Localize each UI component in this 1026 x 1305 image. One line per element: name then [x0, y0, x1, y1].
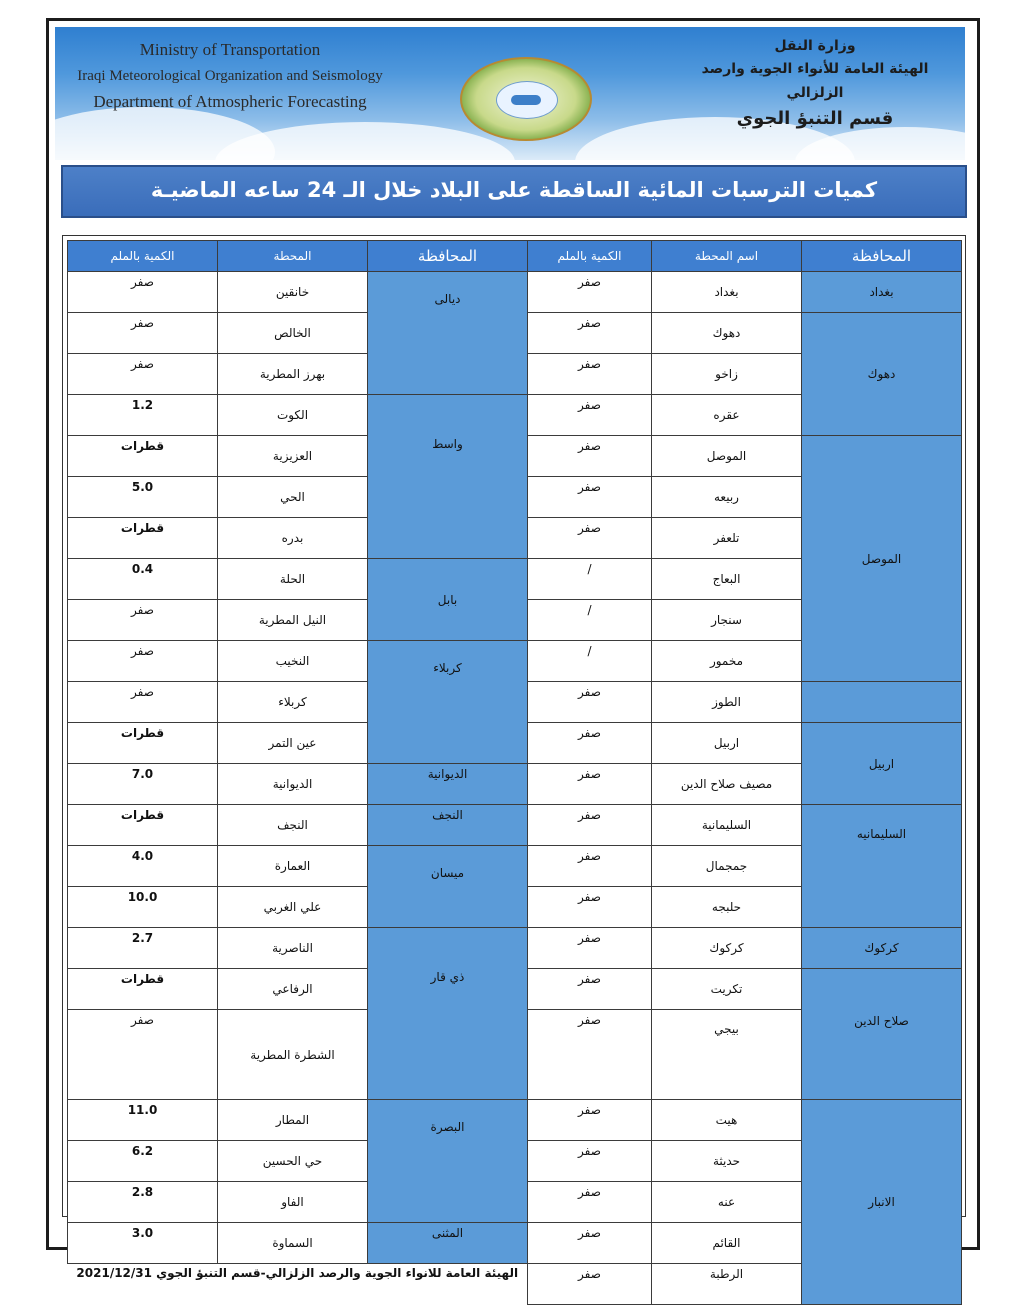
governorate-cell-salahuddin: صلاح الدين [802, 969, 962, 1100]
governorate-label: البصرة [430, 1120, 465, 1134]
table-row [68, 1100, 962, 1141]
header-banner [55, 27, 965, 160]
governorate-cell-dhi-qar [368, 928, 528, 1100]
left-station-header: المحطة [218, 241, 368, 272]
precipitation-table-wrapper [62, 235, 966, 1281]
station-cell: جمجمال [652, 846, 802, 887]
station-cell: كربلاء [218, 682, 368, 723]
amount-cell: صفر [68, 272, 218, 313]
station-cell: عقره [652, 395, 802, 436]
amount-cell: صفر [528, 682, 652, 723]
amount-value: صفر [578, 1013, 601, 1027]
governorate-label: كربلاء [433, 661, 462, 675]
station-cell: الموصل [652, 436, 802, 477]
station-cell: عنه [652, 1182, 802, 1223]
table-row [68, 805, 962, 846]
station-cell: النيل المطرية [218, 600, 368, 641]
station-cell: السليمانية [652, 805, 802, 846]
amount-cell: / [528, 559, 652, 600]
governorate-label: بابل [437, 592, 458, 607]
amount-cell: صفر [68, 313, 218, 354]
station-cell: النخيب [218, 641, 368, 682]
department-name-en: Department of Atmospheric Forecasting [93, 92, 367, 111]
governorate-cell-basra [368, 1100, 528, 1223]
station-cell: علي الغربي [218, 887, 368, 928]
governorate-cell-wasit [368, 395, 528, 559]
station-cell: الخالص [218, 313, 368, 354]
table-row [68, 928, 962, 969]
governorate-cell-maysan [368, 846, 528, 928]
right-amount-header: الكمية بالملم [528, 241, 652, 272]
right-governorate-header: المحافظة [802, 241, 962, 272]
station-cell: الحلة [218, 559, 368, 600]
department-name-ar: قسم التنبؤ الجوي [736, 108, 894, 129]
amount-cell [528, 1010, 652, 1100]
amount-cell: قطرات [68, 969, 218, 1010]
header-arabic [680, 35, 950, 133]
governorate-cell-diwaniyah: الديوانية [368, 764, 528, 805]
governorate-cell-sulaymaniyah: السليمانيه [802, 805, 962, 928]
page-title [61, 165, 967, 218]
amount-cell: / [528, 641, 652, 682]
amount-cell: قطرات [68, 723, 218, 764]
station-cell: تلعفر [652, 518, 802, 559]
amount-cell: صفر [68, 1010, 218, 1100]
station-cell: خانقين [218, 272, 368, 313]
governorate-label: واسط [432, 437, 463, 451]
governorate-cell-erbil: اربيل [802, 723, 962, 805]
amount-cell: صفر [528, 313, 652, 354]
governorate-cell-babylon [368, 559, 528, 641]
header-english [65, 37, 395, 115]
station-cell: المطار [218, 1100, 368, 1141]
page-title-text: كميات الترسبات المائية الساقطة على البلاد خلال الـ 24 ساعه الماضيـة [150, 178, 878, 202]
amount-cell: صفر [528, 272, 652, 313]
station-cell: مخمور [652, 641, 802, 682]
station-cell: دهوك [652, 313, 802, 354]
amount-cell: 2.8 [68, 1182, 218, 1223]
station-cell: اربيل [652, 723, 802, 764]
station-cell: الطوز [652, 682, 802, 723]
governorate-cell-baghdad: بغداد [802, 272, 962, 313]
amount-cell: 3.0 [68, 1223, 218, 1264]
amount-cell: صفر [528, 805, 652, 846]
amount-cell: صفر [528, 723, 652, 764]
station-cell: مصيف صلاح الدين [652, 764, 802, 805]
amount-cell: 0.4 [68, 559, 218, 600]
amount-cell: صفر [68, 600, 218, 641]
station-cell: هيت [652, 1100, 802, 1141]
amount-cell: صفر [528, 846, 652, 887]
station-cell [652, 1010, 802, 1100]
station-cell: الرطبة [652, 1264, 802, 1305]
organization-name-en: Iraqi Meteorological Organization and Seismology [77, 68, 383, 84]
station-cell: حلبجه [652, 887, 802, 928]
governorate-label: ميسان [430, 866, 465, 880]
amount-cell: قطرات [68, 436, 218, 477]
station-cell: الكوت [218, 395, 368, 436]
amount-cell: 2.7 [68, 928, 218, 969]
amount-cell: صفر [528, 1141, 652, 1182]
amount-cell: / [528, 600, 652, 641]
station-cell: ربيعه [652, 477, 802, 518]
station-cell: بهرز المطرية [218, 354, 368, 395]
amount-cell: صفر [68, 641, 218, 682]
station-cell: الحي [218, 477, 368, 518]
station-cell: تكريت [652, 969, 802, 1010]
precipitation-table [67, 240, 962, 1305]
station-cell: عين التمر [218, 723, 368, 764]
station-cell: الفاو [218, 1182, 368, 1223]
station-cell: الشطرة المطرية [218, 1010, 368, 1100]
amount-cell: صفر [528, 928, 652, 969]
amount-cell: 10.0 [68, 887, 218, 928]
station-cell: بدره [218, 518, 368, 559]
amount-cell: صفر [528, 1182, 652, 1223]
station-cell: البعاج [652, 559, 802, 600]
station-cell: حديثة [652, 1141, 802, 1182]
amount-cell: صفر [68, 682, 218, 723]
table-row [68, 272, 962, 313]
amount-cell: 7.0 [68, 764, 218, 805]
station-cell: كركوك [652, 928, 802, 969]
amount-cell: 4.0 [68, 846, 218, 887]
governorate-cell-najaf: النجف [368, 805, 528, 846]
station-cell: الناصرية [218, 928, 368, 969]
station-cell: حي الحسين [218, 1141, 368, 1182]
amount-cell: صفر [528, 1264, 652, 1305]
amount-cell: صفر [528, 436, 652, 477]
station-cell: القائم [652, 1223, 802, 1264]
station-cell: زاخو [652, 354, 802, 395]
ministry-name-ar: وزارة النقل [774, 38, 856, 54]
station-value: بيجي [714, 1022, 739, 1036]
amount-cell: قطرات [68, 518, 218, 559]
station-cell: السماوة [218, 1223, 368, 1264]
station-cell: العزيزية [218, 436, 368, 477]
governorate-cell-anbar: الانبار [802, 1100, 962, 1305]
amount-cell: صفر [528, 764, 652, 805]
governorate-cell-karbala [368, 641, 528, 764]
right-station-header: اسم المحطة [652, 241, 802, 272]
amount-cell: صفر [68, 354, 218, 395]
ministry-name-en: Ministry of Transportation [139, 40, 321, 59]
amount-cell: صفر [528, 395, 652, 436]
amount-cell: 1.2 [68, 395, 218, 436]
amount-cell: 6.2 [68, 1141, 218, 1182]
station-cell: سنجار [652, 600, 802, 641]
amount-cell: 11.0 [68, 1100, 218, 1141]
amount-cell: صفر [528, 1223, 652, 1264]
governorate-cell-diyala [368, 272, 528, 395]
station-cell: بغداد [652, 272, 802, 313]
amount-cell: صفر [528, 518, 652, 559]
amount-cell: 5.0 [68, 477, 218, 518]
governorate-label: ديالى [434, 292, 461, 306]
governorate-label: ذي قار [430, 970, 465, 984]
table-header-row [68, 241, 962, 272]
governorate-cell-mosul: الموصل [802, 436, 962, 682]
amount-cell: صفر [528, 477, 652, 518]
station-cell: العمارة [218, 846, 368, 887]
governorate-cell-empty [802, 682, 962, 723]
station-cell: الرفاعي [218, 969, 368, 1010]
amount-cell: قطرات [68, 805, 218, 846]
governorate-cell-duhok: دهوك [802, 313, 962, 436]
organization-logo-icon [460, 57, 592, 141]
governorate-cell-muthanna: المثنى [368, 1223, 528, 1264]
footer-note: الهيئة العامة للانواء الجوية والرصد الزلزالي-قسم التنبؤ الجوي 2021/12/31 [68, 1264, 528, 1305]
amount-cell: صفر [528, 969, 652, 1010]
station-cell: النجف [218, 805, 368, 846]
organization-name-ar: الهيئة العامة للأنواء الجوية وارصد الزلزالي [701, 61, 929, 101]
governorate-cell-kirkuk: كركوك [802, 928, 962, 969]
amount-cell: صفر [528, 887, 652, 928]
station-cell: الديوانية [218, 764, 368, 805]
amount-cell: صفر [528, 354, 652, 395]
left-governorate-header: المحافظة [368, 241, 528, 272]
left-amount-header: الكمية بالملم [68, 241, 218, 272]
amount-cell: صفر [528, 1100, 652, 1141]
